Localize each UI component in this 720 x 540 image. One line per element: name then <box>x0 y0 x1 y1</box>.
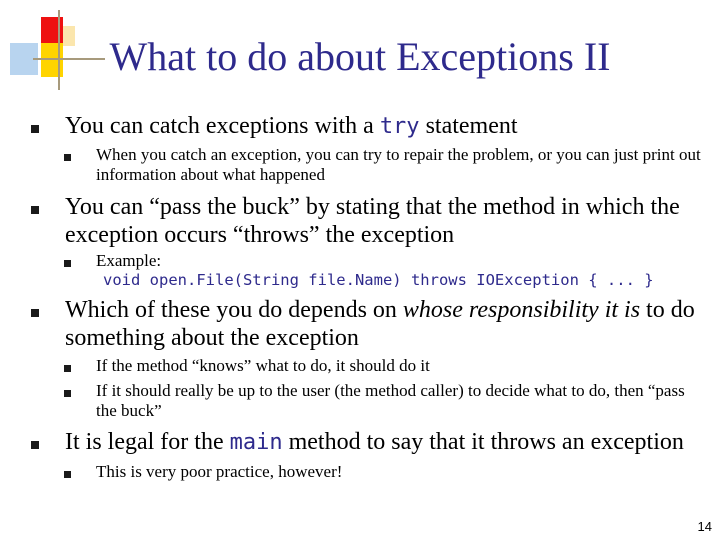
square-bullet-icon <box>64 154 71 161</box>
square-bullet-icon <box>64 260 71 267</box>
emphasis-text: whose responsibility it is <box>402 297 641 323</box>
square-bullet-icon <box>64 471 71 478</box>
code-example: void open.File(String file.Name) throws IOException { ... } <box>103 271 654 289</box>
page-number: 14 <box>697 519 712 534</box>
square-bullet-icon <box>31 206 39 214</box>
slide-title: What to do about Exceptions II <box>109 34 611 79</box>
inline-code: try <box>379 114 420 139</box>
square-bullet-icon <box>64 365 71 372</box>
square-bullet-icon <box>31 125 39 133</box>
square-bullet-icon <box>64 390 71 397</box>
square-bullet-icon <box>31 309 39 317</box>
square-bullet-icon <box>31 441 39 449</box>
inline-code: main <box>229 430 283 455</box>
